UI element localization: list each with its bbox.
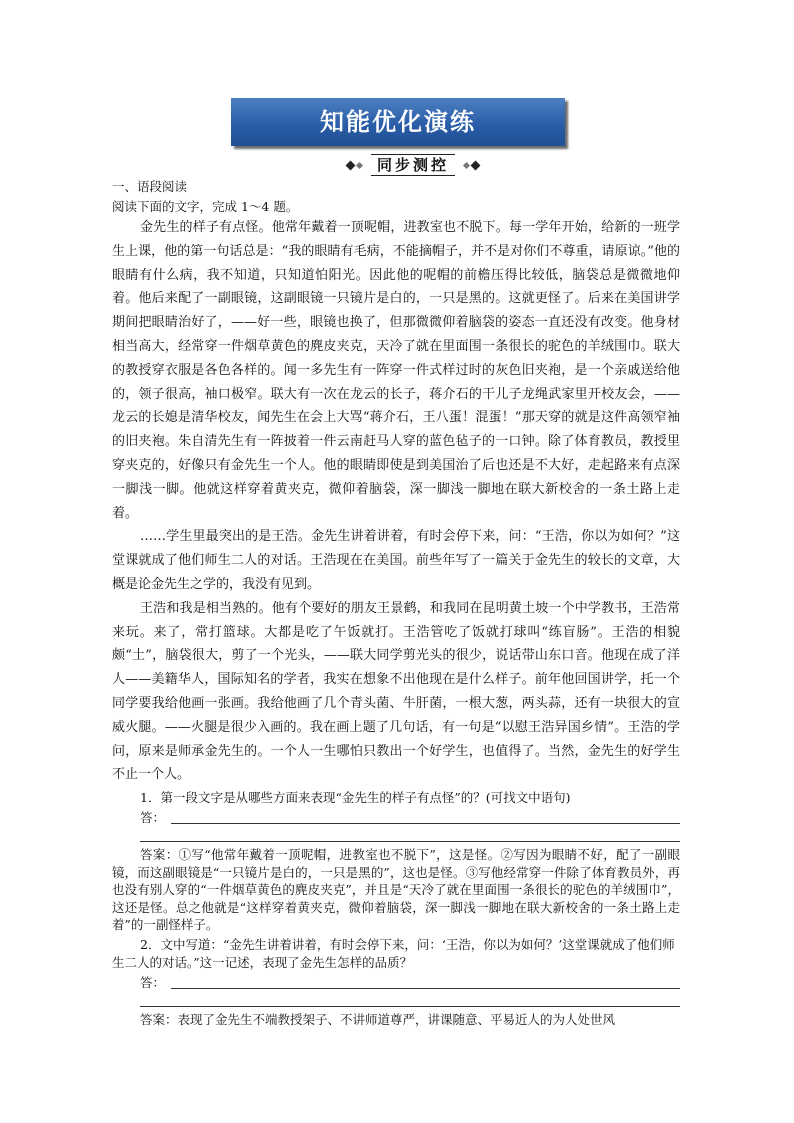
diamond-icon [463, 161, 470, 168]
answer-underline [171, 823, 680, 824]
title-banner [231, 98, 565, 146]
diamond-icon [346, 160, 356, 170]
divider [140, 1006, 680, 1007]
answer-label: 答： [140, 810, 166, 826]
divider [140, 841, 680, 842]
diamond-icon [471, 160, 481, 170]
answer-text: 答案：表现了金先生不端教授架子、不讲师道尊严，讲课随意、平易近人的为人处世风 [140, 1011, 616, 1027]
exercise-content [112, 178, 680, 1028]
question-block [112, 936, 680, 1029]
passage-paragraph: 金先生的样子有点怪。他常年戴着一顶呢帽，进教室也不脱下。每一学年开始，给新的一班学生上课，他的第一句话总是：“我的眼睛有毛病，不能摘帽子，并不是对你们不尊重，请原谅。”他的眼睛有什么病，我不知道，只知道怕阳光。因此他的呢帽的前檐压得比较低，脑袋总是微微地仰着。他后来配了一副眼镜，这副眼镜一只镜片是白的，一只是黑的。这就更怪了。后来在美国讲学期间把眼睛治好了，——好一些，眼镜也换了，但那微微仰着脑袋的姿态一直还没有改变。他身材相当高大，经常穿一件烟草黄色的麂皮夹克，天冷了就在里面围一条很长的驼色的羊绒围巾。联大的教授穿衣服是各色各样的。闻一多先生有一阵穿一件式样过时的灰色旧夹袍，是一个亲戚送给他的，领子很高，袖口极窄。联大有一次在龙云的长子，蒋介石的干儿子龙绳武家里开校友会，——龙云的长媳是清华校友，闻先生在会上大骂“蒋介石，王八蛋！混蛋！”那天穿的就是这件高领窄袖的旧夹袍。朱自清先生有一阵披着一件云南赶马人穿的蓝色毡子的一口钟。除了体育教员，教授里穿夹克的，好像只有金先生一个人。他的眼睛即使是到美国治了后也还是不大好，走起路来有点深一脚浅一脚。他就这样穿着黄夹克，微仰着脑袋，深一脚浅一脚地在联大新校舍的一条土路上走着。 [112, 220, 680, 521]
answer-underline [171, 988, 680, 989]
question-text: 1．第一段文字是从哪些方面来表现“金先生的样子有点怪”的？(可找文中语句) [140, 790, 571, 806]
question-text: 2．文中写道：“金先生讲着讲着，有时会停下来，问：‘王浩，你以为如何？’这堂课就成了他们师生二人的对话。”这一记述，表现了金先生怎样的品质？ [112, 936, 675, 970]
passage-paragraph: 王浩和我是相当熟的。他有个要好的朋友王景鹤，和我同在昆明黄土坡一个中学教书，王浩常来玩。来了，常打篮球。大都是吃了午饭就打。王浩管吃了饭就打球叫“练盲肠”。王浩的相貌颇“土”，脑袋很大，剪了一个光头，——联大同学剪光头的很少，说话带山东口音。他现在成了洋人——美籍华人，国际知名的学者，我实在想象不出他现在是什么样子。前年他回国讲学，托一个同学要我给他画一张画。我给他画了几个青头菌、牛肝菌，一根大葱，两头蒜，还有一块很大的宣威火腿。——火腿是很少入画的。我在画上题了几句话，有一句是“以慰王浩异国乡情”。王浩的学问，原来是师承金先生的。一个人一生哪怕只教出一个好学生，也值得了。当然，金先生的好学生不止一个人。 [112, 600, 680, 783]
diamond-icon [356, 161, 363, 168]
reading-passage [112, 216, 680, 787]
question-block [112, 789, 680, 934]
answer-field[interactable] [140, 807, 680, 827]
page-title: 知能优化演练 [320, 108, 476, 136]
part-heading: 一、语段阅读 [112, 179, 188, 194]
passage-paragraph: ……学生里最突出的是王浩。金先生讲着讲着，有时会停下来，问：“王浩，你以为如何？”这堂课就成了他们师生二人的对话。王浩现在在美国。前些年写了一篇关于金先生的较长的文章，大概是论金先生之学的，我没有见到。 [112, 529, 680, 592]
section-header [330, 154, 496, 176]
section-label: 同步测控 [371, 154, 455, 176]
answer-field[interactable] [140, 972, 680, 992]
answer-text: 答案：①写“他常年戴着一顶呢帽，进教室也不脱下”，这是怪。②写因为眼睛不好，配了一副眼镜，而这副眼镜是“一只镜片是白的，一只是黑的”，这也是怪。③写他经常穿一件除了体育教员外，再也没有别人穿的“一件烟草黄色的麂皮夹克”，并且是“天冷了就在里面围一条很长的驼色的羊绒围巾”，这还是怪。总之他就是“这样穿着黄夹克，微仰着脑袋，深一脚浅一脚地在联大新校舍的一条土路上走着”的一副怪样子。 [112, 847, 680, 933]
instruction: 阅读下面的文字，完成 1～4 题。 [112, 199, 299, 214]
answer-label: 答： [140, 974, 166, 990]
